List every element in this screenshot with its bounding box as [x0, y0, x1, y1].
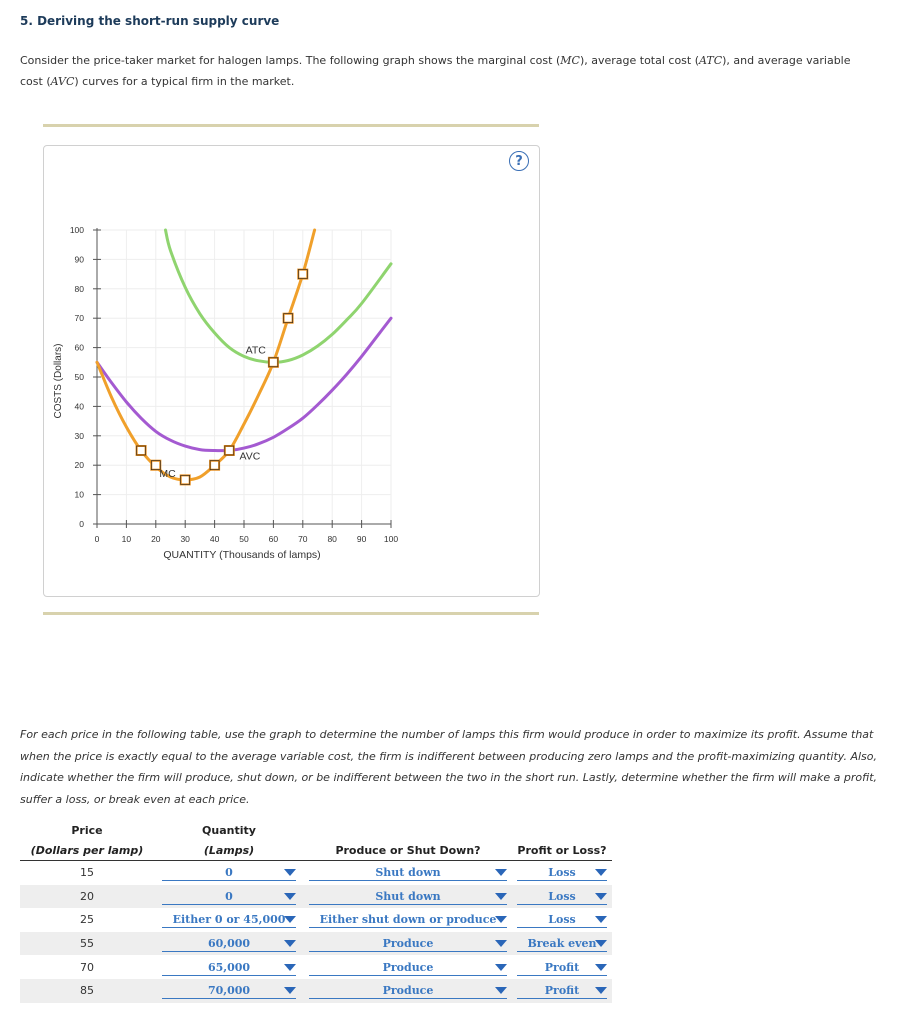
chevron-down-icon	[495, 964, 507, 971]
profit-loss-dropdown[interactable]: Loss	[517, 888, 607, 905]
atc-term: ATC	[699, 54, 723, 67]
x-tick-label: 90	[356, 534, 367, 544]
chevron-down-icon	[284, 869, 296, 876]
intro-text: Consider the price-taker market for halogen lamps. The following graph shows the marginal cost (MC), average total cost (ATC), and average variable cost (AVC) curves for a typical firm in the market.	[20, 54, 851, 88]
price-cell: 25	[80, 913, 94, 927]
x-tick-label: 60	[268, 534, 279, 544]
mc-term: MC	[560, 54, 580, 67]
profit-loss-header: Profit or Loss?	[512, 840, 612, 861]
table-row	[20, 885, 612, 909]
chevron-down-icon	[595, 987, 607, 994]
y-tick-label: 50	[74, 372, 84, 382]
x-tick-label: 10	[121, 534, 132, 544]
mc-label: MC	[159, 467, 176, 480]
atc-curve	[166, 230, 392, 362]
chevron-down-icon	[595, 964, 607, 971]
avc-term: AVC	[50, 75, 75, 88]
y-tick-label: 90	[74, 254, 84, 265]
produce-shutdown-dropdown[interactable]: Either shut down or produce	[309, 911, 507, 928]
chevron-down-icon	[495, 893, 507, 900]
mc-point-marker[interactable]	[181, 475, 190, 484]
quantity-dropdown[interactable]: 0	[162, 888, 296, 905]
y-tick-label: 0	[79, 519, 84, 529]
profit-loss-dropdown[interactable]: Profit	[517, 982, 607, 999]
chevron-down-icon	[495, 869, 507, 876]
atc-label: ATC	[245, 344, 266, 357]
quantity-dropdown[interactable]: 60,000	[162, 935, 296, 952]
axes	[53, 225, 398, 561]
x-tick-label: 40	[209, 534, 220, 544]
produce-shutdown-dropdown[interactable]: Produce	[309, 959, 507, 976]
question-title: 5. Deriving the short-run supply curve	[20, 14, 280, 28]
mc-point-marker[interactable]	[137, 446, 146, 455]
table-row	[20, 979, 612, 1003]
produce-shutdown-dropdown[interactable]: Produce	[309, 982, 507, 999]
x-tick-label: 100	[383, 534, 399, 544]
x-tick-label: 50	[239, 534, 249, 544]
quantity-dropdown[interactable]: 0	[162, 864, 296, 881]
quantity-dropdown[interactable]: Either 0 or 45,000	[162, 911, 296, 928]
y-tick-label: 60	[74, 342, 84, 353]
y-tick-label: 20	[74, 460, 84, 471]
grid	[97, 230, 391, 524]
price-cell: 85	[20, 979, 154, 1003]
mc-point-marker[interactable]	[269, 358, 278, 367]
produce-shutdown-dropdown[interactable]: Shut down	[309, 864, 507, 881]
y-tick-label: 40	[74, 401, 84, 412]
x-tick-label: 70	[298, 534, 308, 544]
instructions-text: For each price in the following table, use the graph to determine the number of lamps this firm would produce in order to maximize its profit. Assume that when the price is exactly equal to the average variable cost, the firm is indifferent between producing zero lamps and the profit-maximizing quantity. Also, indicate whether the firm will produce, shut down, or be indifferent between the two in the short run. Lastly, determine whether the firm will make a profit, suffer a loss, or break even at each price.	[20, 728, 878, 806]
x-tick-label: 80	[327, 534, 337, 544]
chevron-down-icon	[284, 964, 296, 971]
chevron-down-icon	[284, 893, 296, 900]
chevron-down-icon	[595, 869, 607, 876]
table-row	[20, 908, 612, 932]
quantity-dropdown[interactable]: 70,000	[162, 982, 296, 999]
chevron-down-icon	[595, 940, 607, 947]
x-tick-label: 20	[151, 534, 161, 544]
y-tick-label: 80	[74, 283, 84, 294]
price-subheader: (Dollars per lamp)	[30, 843, 144, 857]
profit-loss-dropdown[interactable]: Loss	[517, 864, 607, 881]
quantity-dropdown[interactable]: 65,000	[162, 959, 296, 976]
help-icon[interactable]: ?	[509, 151, 529, 171]
bottom-divider	[43, 612, 539, 615]
produce-shutdown-header: Produce or Shut Down?	[304, 840, 512, 861]
chevron-down-icon	[595, 893, 607, 900]
profit-loss-dropdown[interactable]: Loss	[517, 911, 607, 928]
price-cell: 70	[80, 960, 94, 974]
mc-point-marker[interactable]	[298, 270, 307, 279]
profit-loss-dropdown[interactable]: Profit	[517, 959, 607, 976]
table-row	[20, 932, 612, 956]
y-axis-label: COSTS (Dollars)	[53, 343, 64, 419]
x-tick-label: 0	[94, 534, 100, 544]
price-cell: 15	[80, 866, 94, 880]
chevron-down-icon	[595, 916, 607, 923]
y-tick-label: 10	[74, 489, 84, 500]
price-cell: 20	[20, 885, 154, 909]
chevron-down-icon	[284, 987, 296, 994]
y-tick-label: 100	[69, 225, 84, 235]
price-cell: 55	[20, 932, 154, 956]
price-header: Price	[71, 823, 103, 837]
y-tick-label: 30	[74, 430, 84, 441]
table-row	[20, 955, 612, 979]
quantity-header: Quantity	[202, 823, 256, 837]
mc-curve	[97, 230, 315, 480]
x-axis-label: QUANTITY (Thousands of lamps)	[163, 549, 321, 561]
chevron-down-icon	[495, 916, 507, 923]
chevron-down-icon	[284, 916, 296, 923]
mc-point-marker[interactable]	[210, 461, 219, 470]
answer-table	[20, 820, 612, 1003]
produce-shutdown-dropdown[interactable]: Shut down	[309, 888, 507, 905]
profit-loss-dropdown[interactable]: Break even	[517, 935, 607, 952]
chevron-down-icon	[495, 987, 507, 994]
chevron-down-icon	[284, 940, 296, 947]
y-tick-label: 70	[74, 313, 84, 324]
x-tick-label: 30	[180, 534, 190, 544]
avc-label: AVC	[239, 450, 261, 463]
mc-point-marker[interactable]	[225, 446, 234, 455]
chevron-down-icon	[495, 940, 507, 947]
quantity-subheader: (Lamps)	[203, 843, 255, 857]
mc-point-marker[interactable]	[284, 314, 293, 323]
produce-shutdown-dropdown[interactable]: Produce	[309, 935, 507, 952]
table-row	[20, 861, 612, 885]
